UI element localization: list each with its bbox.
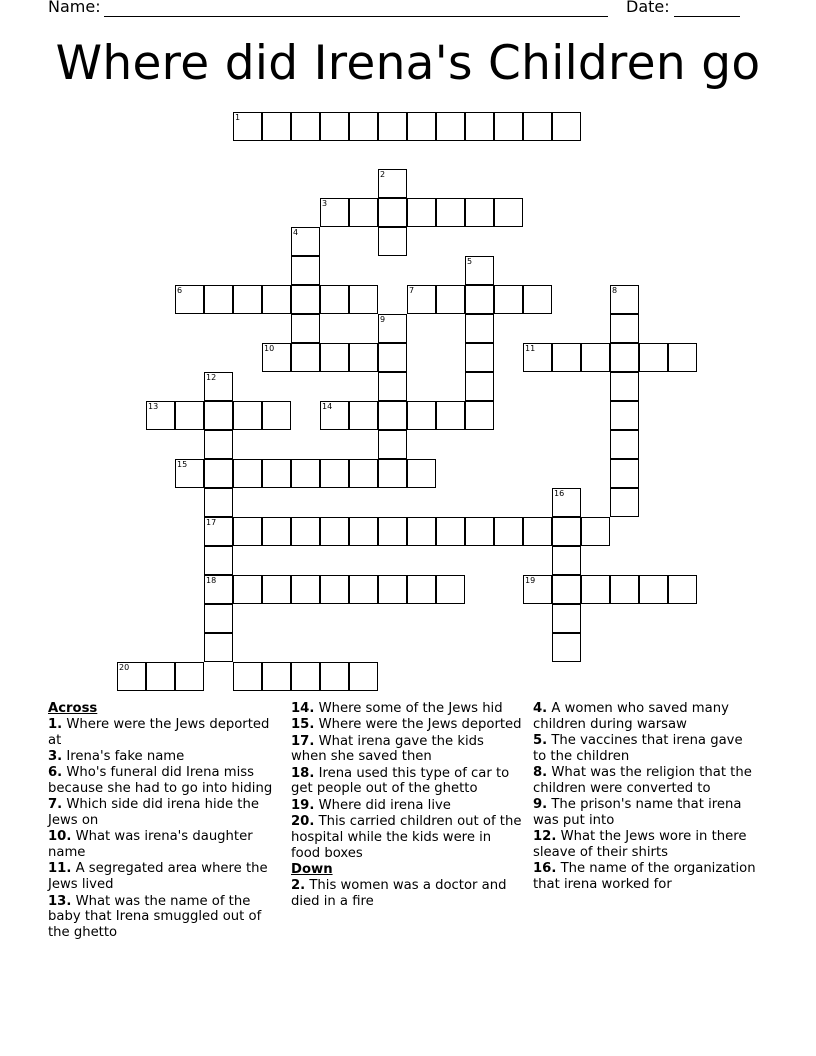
clue-number: 8. <box>533 765 548 781</box>
grid-cell[interactable] <box>378 112 407 141</box>
grid-cell[interactable] <box>465 401 494 430</box>
clue-text: Where some of the Jews hid <box>314 701 503 716</box>
clue-text: Irena used this type of car to get people out of the ghetto <box>291 765 510 797</box>
grid-cell[interactable] <box>204 488 233 517</box>
grid-cell[interactable] <box>349 575 378 604</box>
clue-number: 19. <box>291 797 315 813</box>
clue-number-20: 20 <box>119 663 130 672</box>
grid-cell[interactable] <box>610 430 639 459</box>
grid-cell[interactable] <box>262 285 291 314</box>
clue-number-13: 13 <box>148 402 159 411</box>
clue-number-17: 17 <box>206 518 217 527</box>
grid-cell[interactable] <box>262 112 291 141</box>
grid-cell[interactable] <box>320 285 349 314</box>
clue-number: 15. <box>291 717 315 733</box>
grid-cell[interactable] <box>291 256 320 285</box>
grid-cell[interactable] <box>204 604 233 633</box>
grid-cell[interactable] <box>349 401 378 430</box>
grid-cell[interactable] <box>233 401 262 430</box>
clue-item <box>48 765 283 797</box>
grid-cell[interactable] <box>610 343 639 372</box>
clue-number: 9. <box>533 797 548 813</box>
clue-item <box>533 765 758 797</box>
clue-number-9: 9 <box>380 315 386 324</box>
grid-cell[interactable] <box>436 401 465 430</box>
grid-cell[interactable] <box>378 372 407 401</box>
clue-text: Who's funeral did Irena miss because she had to go into hiding <box>48 765 273 796</box>
clue-text: A women who saved many children during warsaw <box>533 701 729 732</box>
grid-cell[interactable] <box>262 459 291 488</box>
clue-number: 17. <box>291 733 315 749</box>
grid-cell[interactable] <box>349 459 378 488</box>
clue-number-11: 11 <box>525 344 536 353</box>
clue-item <box>533 829 758 861</box>
grid-cell[interactable] <box>378 430 407 459</box>
grid-cell[interactable] <box>146 662 175 691</box>
grid-cell[interactable] <box>233 662 262 691</box>
grid-cell[interactable] <box>610 314 639 343</box>
clue-text: The vaccines that irena gave to the children <box>533 733 743 764</box>
clue-text: A segregated area where the Jews lived <box>48 861 268 893</box>
grid-cell[interactable] <box>204 546 233 575</box>
grid-cell[interactable] <box>407 459 436 488</box>
grid-cell[interactable] <box>552 575 581 604</box>
grid-cell[interactable] <box>291 343 320 372</box>
clue-text: The name of the organization that irena worked for <box>533 861 756 893</box>
grid-cell[interactable] <box>262 517 291 546</box>
clue-text: Which side did irena hide the Jews on <box>48 797 259 829</box>
grid-cell[interactable] <box>378 198 407 227</box>
grid-cell[interactable] <box>552 604 581 633</box>
clue-item <box>291 717 523 733</box>
clue-number: 5. <box>533 733 548 749</box>
clue-number-5: 5 <box>467 257 473 266</box>
clue-item <box>291 701 523 717</box>
clue-number-12: 12 <box>206 373 217 382</box>
clue-number-18: 18 <box>206 576 217 585</box>
grid-cell[interactable] <box>668 575 697 604</box>
grid-cell[interactable] <box>610 575 639 604</box>
clue-item <box>533 733 758 765</box>
grid-cell[interactable] <box>204 285 233 314</box>
clue-item <box>533 797 758 829</box>
grid-cell[interactable] <box>436 575 465 604</box>
grid-cell[interactable] <box>378 517 407 546</box>
grid-cell[interactable] <box>349 343 378 372</box>
grid-cell[interactable] <box>465 372 494 401</box>
clue-item <box>291 766 523 798</box>
grid-cell[interactable] <box>668 343 697 372</box>
clue-number: 6. <box>48 765 63 781</box>
grid-cell[interactable] <box>494 517 523 546</box>
clue-number-8: 8 <box>612 286 618 295</box>
grid-cell[interactable] <box>262 575 291 604</box>
clue-item <box>48 797 283 829</box>
grid-cell[interactable] <box>349 112 378 141</box>
clue-text: This women was a doctor and died in a fire <box>291 877 507 909</box>
clue-item <box>48 749 283 765</box>
grid-cell[interactable] <box>436 517 465 546</box>
grid-cell[interactable] <box>349 285 378 314</box>
grid-cell[interactable] <box>407 112 436 141</box>
grid-cell[interactable] <box>204 430 233 459</box>
clue-text: What was the religion that the children were converted to <box>533 765 752 796</box>
grid-cell[interactable] <box>610 488 639 517</box>
grid-cell[interactable] <box>320 459 349 488</box>
grid-cell[interactable] <box>349 198 378 227</box>
grid-cell[interactable] <box>233 517 262 546</box>
clue-text: What was the name of the baby that Irena smuggled out of the ghetto <box>48 893 262 941</box>
clue-item <box>48 861 283 893</box>
clue-number: 14. <box>291 701 315 716</box>
grid-cell[interactable] <box>494 112 523 141</box>
grid-cell[interactable] <box>320 517 349 546</box>
grid-cell[interactable] <box>291 517 320 546</box>
clue-item <box>533 701 758 733</box>
across-heading: Across <box>48 701 98 716</box>
grid-cell[interactable] <box>291 112 320 141</box>
date-label: Date: <box>626 0 670 16</box>
grid-cell[interactable] <box>407 575 436 604</box>
clue-item <box>291 878 523 910</box>
grid-cell[interactable] <box>378 401 407 430</box>
grid-cell[interactable] <box>291 459 320 488</box>
clue-number: 20. <box>291 814 315 830</box>
grid-cell[interactable] <box>610 372 639 401</box>
clue-item <box>48 894 283 941</box>
clue-number-10: 10 <box>264 344 275 353</box>
grid-cell[interactable] <box>610 401 639 430</box>
grid-cell[interactable] <box>436 112 465 141</box>
clue-number-4: 4 <box>293 228 299 237</box>
clue-text: Where did irena live <box>314 797 451 813</box>
grid-cell[interactable] <box>552 546 581 575</box>
clue-item <box>48 829 283 861</box>
grid-cell[interactable] <box>204 633 233 662</box>
down-heading: Down <box>291 861 333 877</box>
grid-cell[interactable] <box>291 662 320 691</box>
clue-number: 7. <box>48 797 63 813</box>
grid-cell[interactable] <box>494 285 523 314</box>
clues-column-2 <box>291 701 523 910</box>
clue-item <box>533 861 758 893</box>
clue-text: Irena's fake name <box>62 748 185 764</box>
clues-column-1 <box>48 701 283 941</box>
grid-cell[interactable] <box>465 517 494 546</box>
grid-cell[interactable] <box>465 285 494 314</box>
clue-number: 3. <box>48 748 63 764</box>
grid-cell[interactable] <box>175 401 204 430</box>
clue-text: What irena gave the kids when she saved then <box>291 733 484 765</box>
clue-item <box>291 814 523 861</box>
grid-cell[interactable] <box>291 314 320 343</box>
grid-cell[interactable] <box>233 285 262 314</box>
grid-cell[interactable] <box>175 662 204 691</box>
grid-cell[interactable] <box>291 575 320 604</box>
grid-cell[interactable] <box>581 517 610 546</box>
grid-cell[interactable] <box>523 285 552 314</box>
grid-cell[interactable] <box>320 662 349 691</box>
grid-cell[interactable] <box>523 517 552 546</box>
grid-cell[interactable] <box>465 343 494 372</box>
clue-number: 2. <box>291 877 306 893</box>
grid-cell[interactable] <box>407 517 436 546</box>
clue-number: 18. <box>291 765 315 781</box>
grid-cell[interactable] <box>233 575 262 604</box>
clue-text: This carried children out of the hospital while the kids were in food boxes <box>291 814 522 861</box>
clue-number: 13. <box>48 893 72 909</box>
clue-number-1: 1 <box>235 113 241 122</box>
grid-cell[interactable] <box>378 459 407 488</box>
clue-number-7: 7 <box>409 286 415 295</box>
grid-cell[interactable] <box>610 459 639 488</box>
grid-cell[interactable] <box>233 459 262 488</box>
clue-number-16: 16 <box>554 489 565 498</box>
grid-cell[interactable] <box>407 198 436 227</box>
grid-cell[interactable] <box>378 575 407 604</box>
grid-cell[interactable] <box>349 517 378 546</box>
grid-cell[interactable] <box>494 198 523 227</box>
grid-cell[interactable] <box>552 517 581 546</box>
clue-number-15: 15 <box>177 460 188 469</box>
grid-cell[interactable] <box>407 401 436 430</box>
clue-number-2: 2 <box>380 170 386 179</box>
grid-cell[interactable] <box>552 633 581 662</box>
grid-cell[interactable] <box>552 112 581 141</box>
clue-number-14: 14 <box>322 402 333 411</box>
name-label: Name: <box>48 0 101 16</box>
grid-cell[interactable] <box>378 343 407 372</box>
grid-cell[interactable] <box>552 343 581 372</box>
page-title: Where did Irena's Children go <box>55 36 761 91</box>
clue-number: 11. <box>48 861 72 877</box>
clue-text: Where were the Jews deported at <box>48 716 270 748</box>
grid-cell[interactable] <box>436 285 465 314</box>
grid-cell[interactable] <box>349 662 378 691</box>
grid-cell[interactable] <box>262 662 291 691</box>
grid-cell[interactable] <box>639 575 668 604</box>
clue-text: The prison's name that irena was put into <box>533 797 742 829</box>
clue-item <box>48 717 283 749</box>
clue-number-3: 3 <box>322 199 328 208</box>
grid-cell[interactable] <box>378 227 407 256</box>
grid-cell[interactable] <box>465 198 494 227</box>
clue-number: 16. <box>533 861 557 877</box>
grid-cell[interactable] <box>465 112 494 141</box>
clues-column-3 <box>533 701 758 894</box>
grid-cell[interactable] <box>204 459 233 488</box>
clue-number: 4. <box>533 701 548 716</box>
grid-cell[interactable] <box>523 112 552 141</box>
grid-cell[interactable] <box>320 343 349 372</box>
grid-cell[interactable] <box>639 343 668 372</box>
grid-cell[interactable] <box>436 198 465 227</box>
clue-text: What was irena's daughter name <box>48 829 253 861</box>
grid-cell[interactable] <box>262 401 291 430</box>
clue-item <box>291 734 523 766</box>
grid-cell[interactable] <box>291 285 320 314</box>
grid-cell[interactable] <box>204 401 233 430</box>
clue-number-6: 6 <box>177 286 183 295</box>
clue-text: What the Jews wore in there sleave of their shirts <box>533 829 747 861</box>
clue-text: Where were the Jews deported <box>314 717 522 733</box>
grid-cell[interactable] <box>320 112 349 141</box>
grid-cell[interactable] <box>581 343 610 372</box>
clue-number: 10. <box>48 829 72 845</box>
clue-number-19: 19 <box>525 576 536 585</box>
grid-cell[interactable] <box>320 575 349 604</box>
clue-number: 1. <box>48 716 63 732</box>
grid-cell[interactable] <box>581 575 610 604</box>
clue-item <box>291 798 523 814</box>
grid-cell[interactable] <box>465 314 494 343</box>
clue-number: 12. <box>533 829 557 845</box>
